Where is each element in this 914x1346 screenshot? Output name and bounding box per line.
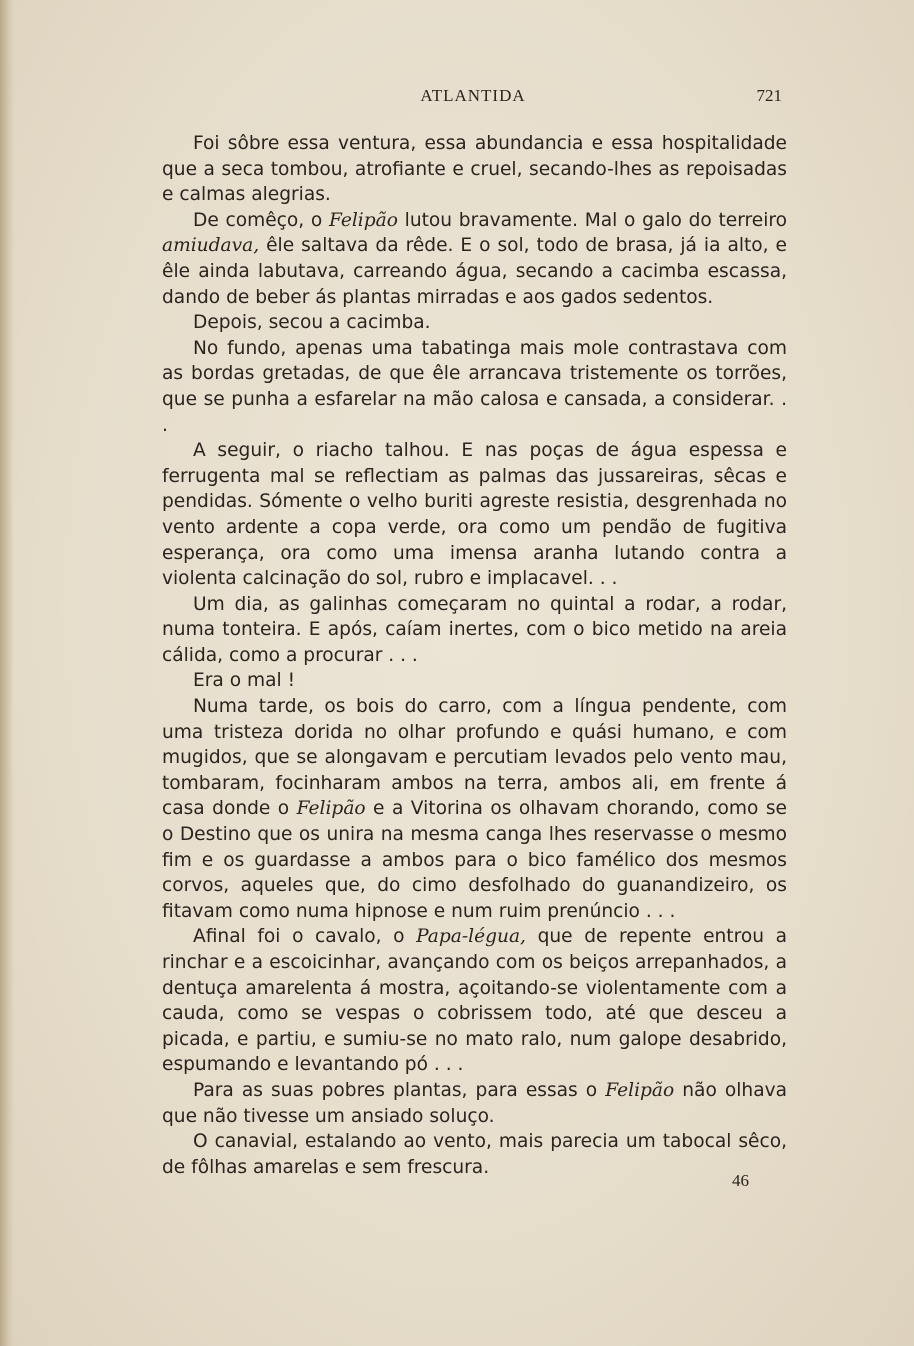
text-run: não olhava que não tivesse um ansiado soluço. <box>162 1079 788 1127</box>
italic-text: Felipão <box>296 798 366 820</box>
page-number: 721 <box>756 86 782 105</box>
italic-text: Felipão <box>605 1079 675 1101</box>
paragraph <box>162 924 787 1078</box>
text-run: e a Vitorina os olhavam chorando, como se o Destino que os unira na mesma canga lhes reservasse o mesmo fim e os guardasse a ambos para o bico famélico dos mesmos corvos, aqueles que, do cimo desfolhado do guanandizeiro, os fitavam como numa hipnose e num ruim prenúncio . . . <box>162 798 787 922</box>
text-run: êle saltava da rêde. E o sol, todo de brasa, já ia alto, e êle ainda labutava, carreando água, secando a cacimba escassa, dando de beber ás plantas mirradas e aos gados sedentos. <box>162 235 787 308</box>
italic-text: Papa-légua, <box>416 926 526 948</box>
paragraph <box>162 438 787 592</box>
signature-mark: 46 <box>732 1171 749 1190</box>
text-run: A seguir, o riacho talhou. E nas poças de água espessa e ferrugenta mal se reflectiam as palmas das jussareiras, sêcas e pendidas. Sómente o velho buriti agreste resistia, desgrenhada no vento ardente a copa verde, ora como um pendão de fugitiva esperança, ora como uma imensa aranha lutando contra a violenta calcinação do sol, rubro e implacavel. . . <box>162 440 787 590</box>
text-run: No fundo, apenas uma tabatinga mais mole contrastava com as bordas gretadas, de que êle arrancava tristemente os torrões, que se punha a esfarelar na mão calosa e cansada, a considerar. . . <box>162 337 787 436</box>
page-binding-edge <box>0 0 14 1346</box>
text-run: Afinal foi o cavalo, o <box>193 926 417 948</box>
paragraph <box>162 592 787 669</box>
text-run: De comêço, o <box>193 209 329 231</box>
text-run: O canavial, estalando ao vento, mais parecia um tabocal sêco, de fôlhas amarelas e sem frescura. <box>162 1131 787 1178</box>
italic-text: Felipão <box>328 209 398 231</box>
text-run: Depois, secou a cacimba. <box>193 312 431 334</box>
paragraph <box>162 208 787 310</box>
paragraph <box>162 336 787 438</box>
text-run: Para as suas pobres plantas, para essas o <box>193 1079 606 1101</box>
text-run: Foi sôbre essa ventura, essa abundancia e essa hospitalidade que a seca tombou, atrofiante e cruel, secando-lhes as repoisadas e calmas alegrias. <box>162 133 787 206</box>
body-text <box>162 131 787 1180</box>
paragraph <box>162 310 787 336</box>
paragraph <box>162 1078 787 1129</box>
running-head <box>160 86 786 110</box>
text-run: Numa tarde, os bois do carro, com a língua pendente, com uma tristeza dorida no olhar profundo e quási humano, e com mugidos, que se alongavam e percutiam levados pelo vento mau, tombaram, focinharam ambos na terra, ambos ali, em frente á casa donde o <box>162 696 787 820</box>
text-run: Um dia, as galinhas começaram no quintal a rodar, a rodar, numa tonteira. E após, caíam inertes, com o bico metido na areia cálida, como a procurar . . . <box>162 593 787 666</box>
text-run: lutou bravamente. Mal o galo do terreiro <box>397 209 788 231</box>
paragraph <box>162 1129 787 1180</box>
paragraph <box>162 694 787 924</box>
paragraph <box>162 668 787 694</box>
paragraph <box>162 131 787 208</box>
text-run: Era o mal ! <box>193 670 296 692</box>
text-run: que de repente entrou a rinchar e a escoicinhar, avançando com os beiços arrepanhados, a dentuça amarelenta á mostra, açoitando-se violentamente com a cauda, como se vespas o cobrissem todo, até que desceu a picada, e partiu, e sumiu-se no mato ralo, num galope desabrido, espumando e levantando pó . . . <box>162 926 787 1076</box>
italic-text: amiudava, <box>162 235 260 257</box>
running-title: ATLANTIDA <box>420 86 526 105</box>
